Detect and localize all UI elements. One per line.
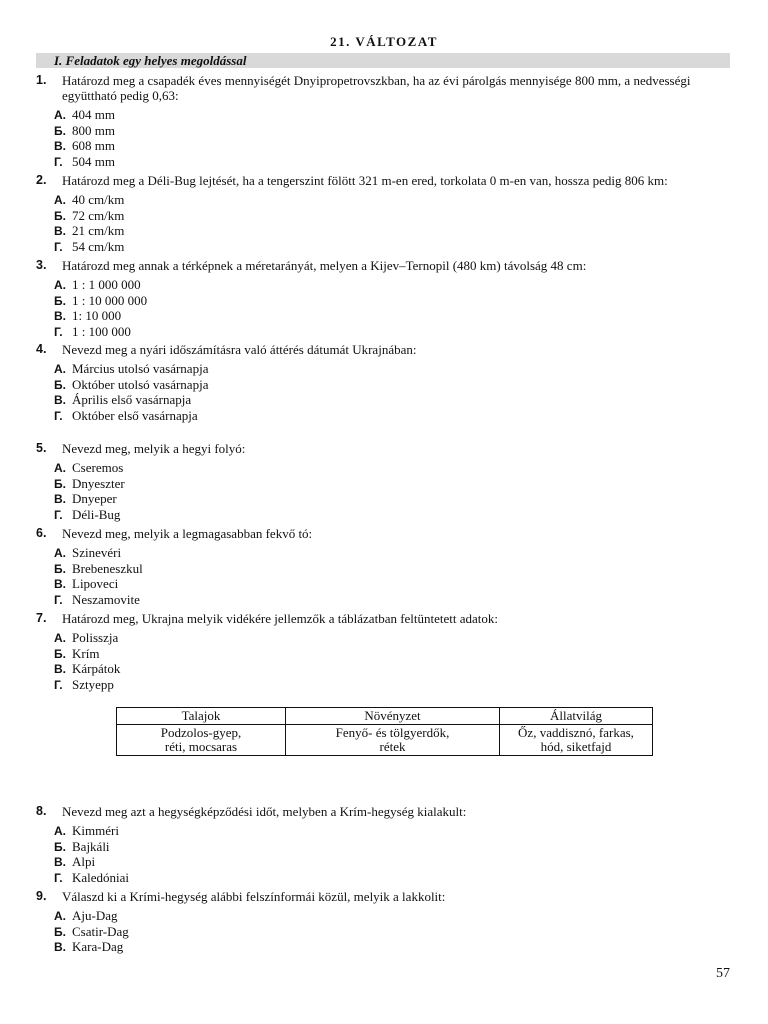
question-text: Nevezd meg, melyik a legmagasabban fekvő tó: [62,526,313,541]
table-cell [286,725,500,756]
option-text: 1: 10 000 [72,308,122,323]
answer-option[interactable] [54,324,736,340]
question-1 [36,73,736,169]
answer-options [36,630,736,692]
option-text: Brebeneszkul [72,560,143,576]
cell-line: Podzolos-gyep, [160,725,242,740]
option-letter: Г. [54,408,63,423]
page-number: 57 [716,966,730,981]
question-number: 2. [36,173,47,187]
question-text: Válaszd ki a Krími-hegység alábbi felszínformái közül, melyik a lakkolit: [62,889,446,904]
option-letter: Г. [54,592,63,607]
option-text: 72 cm/km [72,207,125,223]
option-text: Cseremos [72,460,124,475]
option-text: Kimméri [72,823,119,838]
option-text: Március utolsó vasárnapja [72,361,209,376]
answer-options [36,107,736,169]
question-text: Határozd meg a Déli-Bug lejtését, ha a tengerszint fölött 321 m-en ered, torkolata 0 m-en van, hossza pedig 806 km: [62,173,668,188]
answer-option[interactable] [54,870,736,886]
option-letter: Б. [54,839,66,854]
answer-option[interactable] [54,545,736,561]
option-text: Október első vasárnapja [72,407,198,423]
option-letter: А. [54,824,66,838]
option-letter: В. [54,940,66,954]
option-text: 608 mm [72,138,115,153]
option-text: Polisszja [72,630,119,645]
question-9 [36,889,736,955]
option-letter: Б. [54,123,66,138]
option-letter: Б. [54,208,66,223]
option-text: Kara-Dag [72,939,124,954]
option-text: Dnyeszter [72,475,125,491]
question-number: 6. [36,526,47,540]
option-text: Neszamovite [72,591,140,607]
question-number: 1. [36,73,47,87]
question-3 [36,258,736,339]
option-text: Lipoveci [72,576,119,591]
option-letter: А. [54,546,66,560]
answer-options [36,545,736,607]
question-number: 9. [36,889,47,903]
option-text: 800 mm [72,122,115,138]
answer-option[interactable] [54,661,736,677]
answer-option[interactable] [54,476,736,492]
answer-option[interactable] [54,408,736,424]
table-cell [500,725,653,756]
option-text: 1 : 10 000 000 [72,292,148,308]
question-number: 7. [36,611,47,625]
answer-options [36,908,736,955]
region-data-table [116,707,653,756]
option-text: Dnyeper [72,491,117,506]
answer-option[interactable] [54,460,736,476]
question-6 [36,526,736,607]
answer-option[interactable] [54,308,736,324]
option-letter: В. [54,393,66,407]
question-text: Nevezd meg a nyári időszámításra való áttérés dátumát Ukrajnában: [62,342,417,357]
question-number: 5. [36,441,47,455]
answer-option[interactable] [54,377,736,393]
question-7 [36,611,736,692]
question-number: 3. [36,258,47,272]
answer-options [36,460,736,522]
question-text: Nevezd meg azt a hegységképződési időt, melyben a Krím-hegység kialakult: [62,804,467,819]
answer-option[interactable] [54,839,736,855]
question-4 [36,342,736,423]
option-text: Kaledóniai [72,869,130,885]
option-text: Krím [72,645,100,661]
answer-option[interactable] [54,138,736,154]
option-letter: Б. [54,476,66,491]
question-text: Nevezd meg, melyik a hegyi folyó: [62,441,246,456]
question-text: Határozd meg, Ukrajna melyik vidékére jellemzők a táblázatban feltüntetett adatok: [62,611,499,626]
option-letter: А. [54,362,66,376]
option-text: 504 mm [72,153,115,169]
answer-option[interactable] [54,277,736,293]
answer-option[interactable] [54,361,736,377]
variant-title: 21. VÁLTOZAT [330,34,438,49]
option-letter: Г. [54,677,63,692]
option-letter: Г. [54,870,63,885]
option-letter: В. [54,139,66,153]
option-letter: В. [54,224,66,238]
question-8 [36,804,736,885]
answer-option[interactable] [54,592,736,608]
answer-option[interactable] [54,908,736,924]
option-text: 1 : 1 000 000 [72,277,141,292]
question-5 [36,441,736,522]
option-text: 1 : 100 000 [72,323,131,339]
option-letter: Г. [54,324,63,339]
question-number: 8. [36,804,47,818]
table-header-cell: Növényzet [286,708,500,725]
option-letter: Г. [54,507,63,522]
answer-option[interactable] [54,293,736,309]
answer-option[interactable] [54,239,736,255]
option-letter: А. [54,108,66,122]
question-2 [36,173,736,254]
option-letter: Б. [54,377,66,392]
answer-option[interactable] [54,392,736,408]
option-letter: Б. [54,646,66,661]
option-text: Sztyepp [72,676,114,692]
answer-options [36,277,736,339]
answer-options [36,361,736,423]
option-letter: В. [54,577,66,591]
question-number: 4. [36,342,47,356]
answer-option[interactable] [54,576,736,592]
answer-option[interactable] [54,223,736,239]
option-letter: В. [54,662,66,676]
cell-line: rétek [379,739,406,754]
option-letter: А. [54,909,66,923]
answer-option[interactable] [54,491,736,507]
answer-option[interactable] [54,208,736,224]
option-letter: Г. [54,239,63,254]
answer-option[interactable] [54,924,736,940]
answer-option[interactable] [54,630,736,646]
cell-line: réti, mocsaras [164,739,238,754]
question-text: Határozd meg annak a térképnek a méretarányát, melyen a Kijev–Ternopil (480 km) távolság 48 cm: [62,258,587,273]
option-text: Aju-Dag [72,908,118,923]
option-text: 54 cm/km [72,238,125,254]
option-letter: Б. [54,293,66,308]
answer-option[interactable] [54,123,736,139]
option-text: Október utolsó vasárnapja [72,376,209,392]
option-letter: А. [54,631,66,645]
answer-option[interactable] [54,939,736,955]
option-letter: А. [54,278,66,292]
answer-option[interactable] [54,854,736,870]
option-letter: А. [54,461,66,475]
table-row [117,725,653,756]
answer-option[interactable] [54,507,736,523]
table-header-cell: Állatvilág [500,708,653,725]
table-cell [117,725,286,756]
option-text: Bajkáli [72,838,110,854]
answer-options [36,823,736,885]
option-text: Kárpátok [72,661,121,676]
answer-option[interactable] [54,646,736,662]
option-text: 404 mm [72,107,115,122]
option-letter: В. [54,492,66,506]
option-text: Szinevéri [72,545,122,560]
option-text: 21 cm/km [72,223,125,238]
option-letter: В. [54,855,66,869]
answer-option[interactable] [54,107,736,123]
table-header-cell: Talajok [117,708,286,725]
answer-option[interactable] [54,192,736,208]
option-text: Déli-Bug [72,506,121,522]
option-text: 40 cm/km [72,192,125,207]
answer-option[interactable] [54,561,736,577]
option-text: Csatir-Dag [72,923,129,939]
question-text: Határozd meg a csapadék éves mennyiségét Dnyipropetrovszkban, ha az évi párolgás mennyisége 800 mm, a nedvességi együttható pedig 0,63: [62,73,691,103]
option-letter: Б. [54,561,66,576]
section-heading: I. Feladatok egy helyes megoldással [36,53,730,68]
option-letter: Б. [54,924,66,939]
table-header-row [117,708,653,725]
answer-option[interactable] [54,677,736,693]
option-letter: В. [54,309,66,323]
option-letter: Г. [54,154,63,169]
answer-option[interactable] [54,823,736,839]
cell-line: hód, siketfajd [540,739,612,754]
answer-option[interactable] [54,154,736,170]
cell-line: Fenyő- és tölgyerdők, [335,725,450,740]
answer-options [36,192,736,254]
option-text: Április első vasárnapja [72,392,192,407]
option-letter: А. [54,193,66,207]
option-text: Alpi [72,854,96,869]
cell-line: Őz, vaddisznó, farkas, [518,725,634,740]
